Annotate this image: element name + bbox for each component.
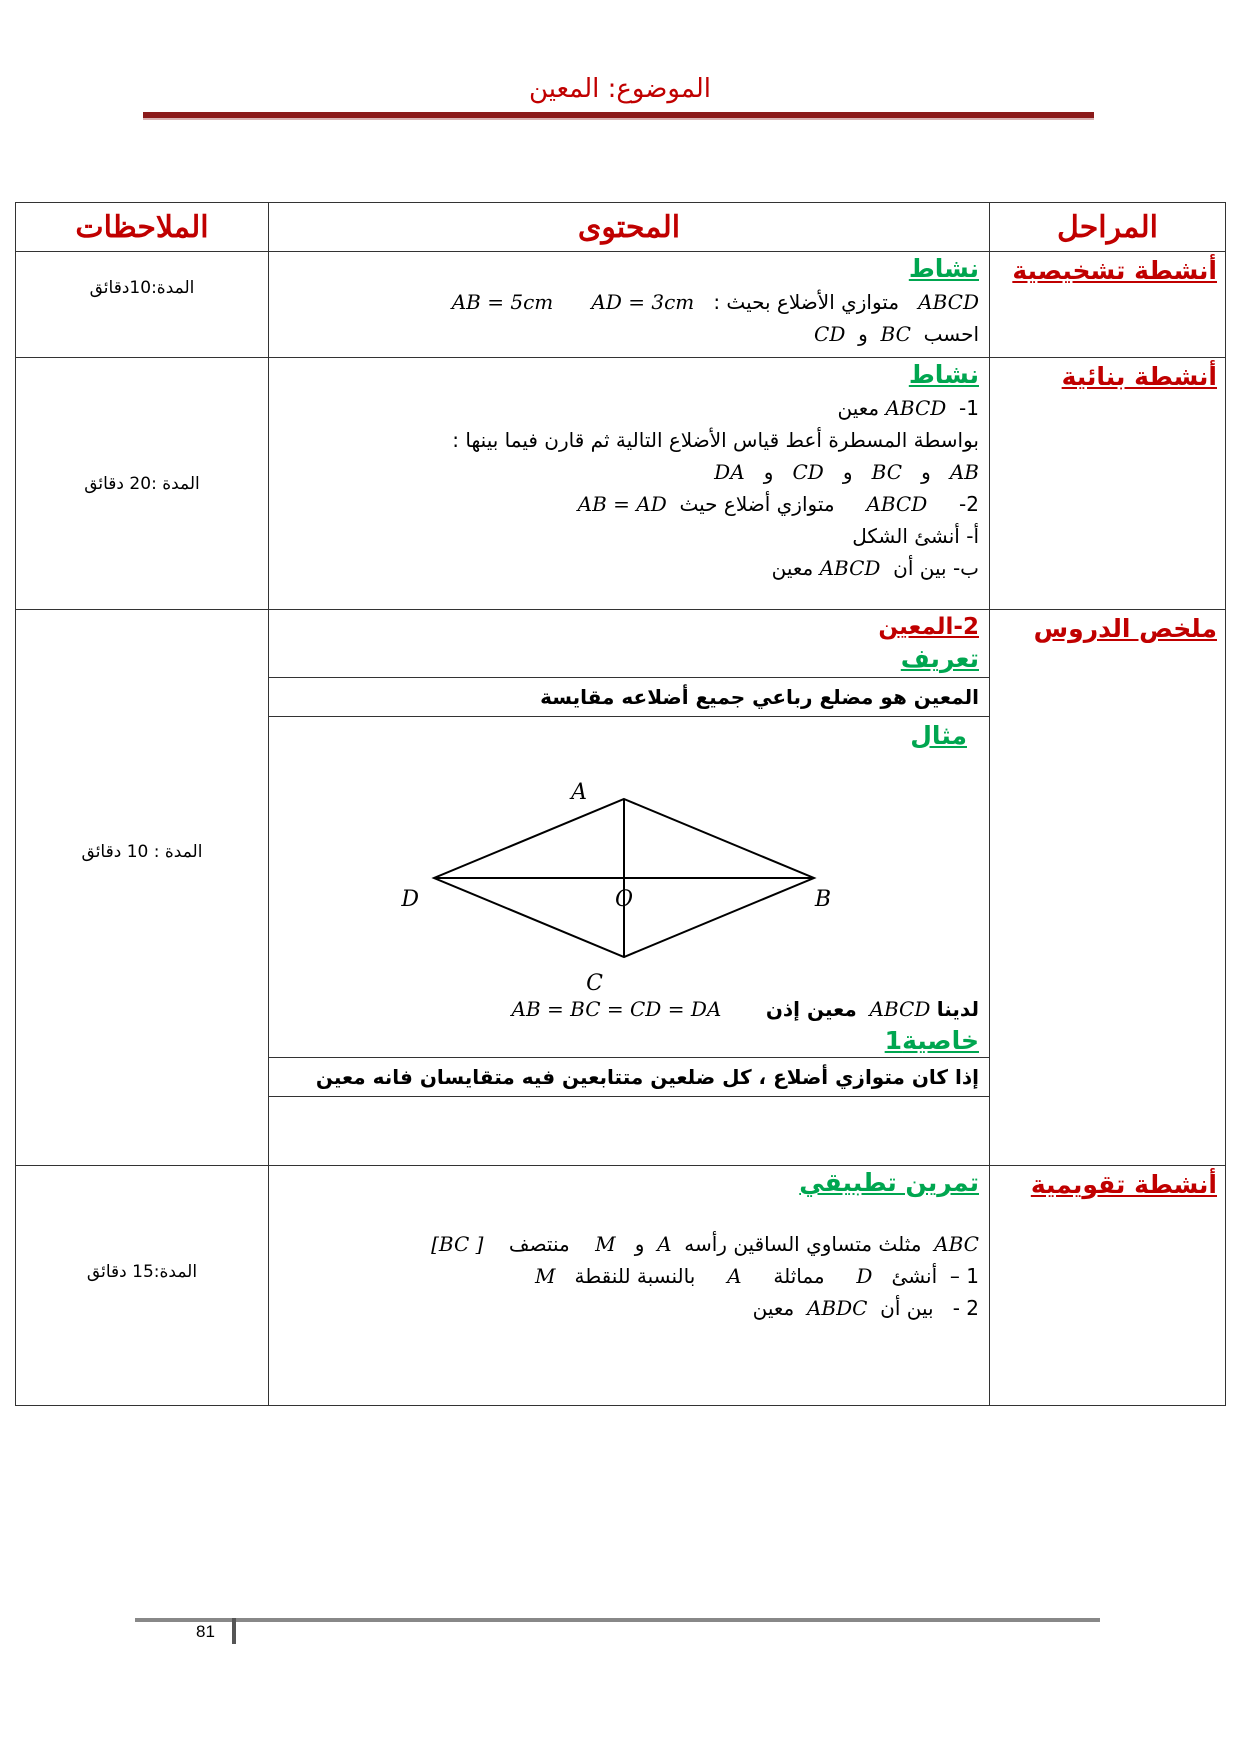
content-line: [269, 1291, 989, 1323]
content-line: بواسطة المسطرة أعط قياس الأضلاع التالية ثم قارن فيما بينها :: [452, 428, 979, 452]
content-text: معين: [752, 1296, 795, 1320]
rhombus-diagram: [269, 752, 989, 992]
math-expression: ABDC: [806, 1296, 868, 1320]
math-expression: D: [856, 1264, 873, 1288]
content-cell: [269, 358, 990, 610]
duration-note: المدة:15 دقائق: [16, 1166, 269, 1406]
math-expression: AB: [949, 460, 979, 484]
property-text: إذا كان متوازي أضلاع ، كل ضلعين متتابعين فيه متقايسان فانه معين: [269, 1058, 989, 1097]
duration-note: المدة :20 دقائق: [16, 358, 269, 610]
math-expression: A: [727, 1264, 742, 1288]
content-line: [269, 285, 989, 317]
content-line: [269, 455, 989, 487]
vertex-c-label: C: [586, 971, 603, 992]
math-expression: AB = BC = CD = DA: [511, 997, 722, 1021]
footer-tick: [232, 1618, 236, 1644]
content-text: و: [634, 1232, 645, 1256]
content-line: [269, 391, 989, 423]
math-expression: ABCD: [866, 492, 928, 516]
content-line: [269, 317, 989, 349]
phase-diagnostic: أنشطة تشخيصية: [990, 252, 1226, 358]
activity-label: نشاط: [908, 254, 979, 283]
page-title: الموضوع: المعين: [528, 74, 711, 104]
content-text: معين: [771, 556, 814, 580]
content-text: 2-: [959, 492, 979, 516]
property-label: خاصية1: [884, 1026, 979, 1055]
content-text: ب- بين أن: [893, 556, 979, 580]
column-header-content: المحتوى: [269, 203, 990, 252]
content-line: [269, 1259, 989, 1291]
content-text: بالنسبة للنقطة: [574, 1264, 696, 1288]
column-header-notes: الملاحظات: [16, 203, 269, 252]
content-text: معين: [837, 396, 880, 420]
content-text: متوازي أضلاع حيث: [679, 492, 835, 516]
math-expression: ABC: [934, 1232, 979, 1256]
table-row: [16, 1166, 1226, 1406]
rhombus-figure: [269, 752, 989, 992]
section-title: 2-المعين: [878, 614, 979, 640]
content-line: [269, 992, 989, 1024]
content-line: أ- أنشئ الشكل: [852, 524, 979, 548]
content-text: و: [858, 322, 868, 346]
content-line: [269, 487, 989, 519]
math-expression: BC: [871, 460, 903, 484]
header-divider: [143, 112, 1094, 120]
vertex-b-label: B: [814, 887, 831, 912]
content-text: لدينا: [936, 997, 979, 1021]
duration-note: المدة:10دقائق: [16, 252, 269, 358]
column-header-phases: المراحل: [990, 203, 1226, 252]
math-expression: AB = 5cm: [451, 290, 554, 314]
empty-subrow: [269, 1097, 989, 1127]
center-o-label: O: [614, 887, 633, 912]
page-number: 81: [196, 1622, 215, 1641]
example-label: مثال: [910, 721, 967, 750]
table-row: [16, 252, 1226, 358]
math-expression: CD: [814, 322, 846, 346]
math-expression: A: [657, 1232, 672, 1256]
exercise-label: تمرين تطبيقي: [799, 1168, 979, 1197]
content-text: مثلث متساوي الساقين رأسه: [684, 1232, 922, 1256]
footer-divider: [135, 1618, 1100, 1622]
math-expression: AB = AD: [577, 492, 667, 516]
math-expression: ABCD: [819, 556, 881, 580]
content-text: 1-: [959, 396, 979, 420]
math-expression: M: [595, 1232, 616, 1256]
lesson-table: [15, 202, 1226, 1406]
content-line: [269, 551, 989, 583]
content-text: مماثلة: [773, 1264, 825, 1288]
math-expression: ABCD: [918, 290, 979, 314]
vertex-a-label: A: [571, 780, 587, 805]
content-cell: [269, 252, 990, 358]
content-text: متوازي الأضلاع بحيث :: [713, 290, 900, 314]
phase-evaluation: أنشطة تقويمية: [990, 1166, 1226, 1406]
table-row: [16, 610, 1226, 1166]
content-text: منتصف: [508, 1232, 570, 1256]
content-text: احسب: [923, 322, 979, 346]
content-text: معين إذن: [765, 997, 857, 1021]
math-expression: [BC ]: [431, 1232, 484, 1256]
math-expression: M: [534, 1264, 556, 1288]
content-text: 1 –: [949, 1264, 979, 1288]
content-text: و: [763, 460, 774, 484]
math-expression: ABCD: [885, 396, 947, 420]
definition-text: المعين هو مضلع رباعي جميع أضلاعه مقايسة: [269, 678, 989, 717]
content-line: [269, 1227, 989, 1259]
content-text: بين أن: [880, 1296, 934, 1320]
math-expression: AD = 3cm: [591, 290, 695, 314]
math-expression: CD: [792, 460, 824, 484]
phase-constructive: أنشطة بنائية: [990, 358, 1226, 610]
content-text: و: [921, 460, 931, 484]
math-expression: ABCD: [869, 997, 931, 1021]
math-expression: DA: [714, 460, 745, 484]
duration-note: المدة : 10 دقائق: [16, 610, 269, 1166]
content-cell: [269, 1166, 990, 1406]
table-row: [16, 358, 1226, 610]
activity-label: نشاط: [908, 360, 979, 389]
content-text: 2 -: [952, 1296, 979, 1320]
content-text: أنشئ: [891, 1264, 938, 1288]
content-cell: [269, 610, 990, 1166]
definition-label: تعريف: [900, 644, 979, 673]
phase-summary: ملخص الدروس: [990, 610, 1226, 1166]
math-expression: BC: [880, 322, 911, 346]
vertex-d-label: D: [401, 887, 419, 912]
content-text: و: [842, 460, 853, 484]
